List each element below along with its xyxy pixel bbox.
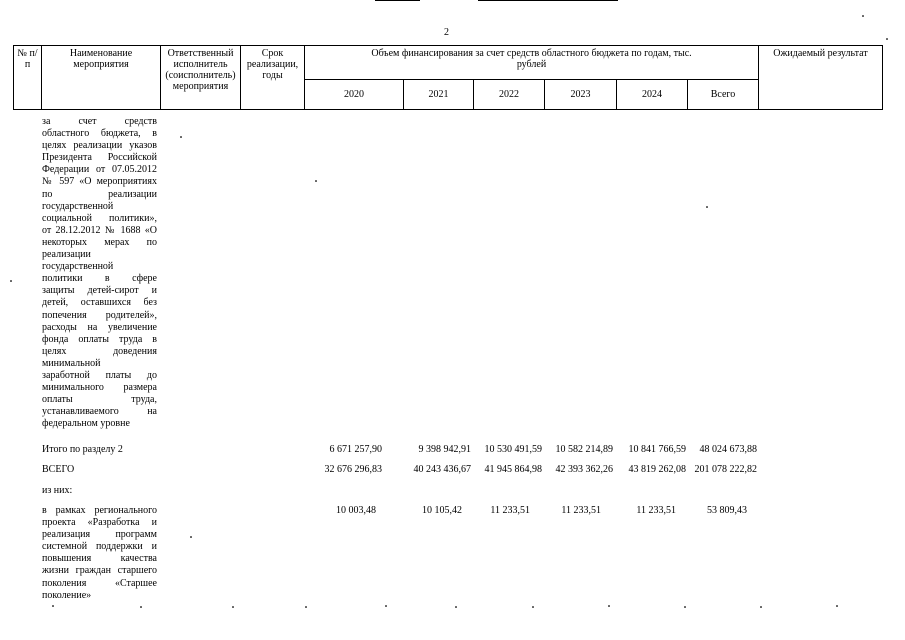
measure-name-line: защиты детей-сирот и	[42, 285, 157, 297]
measure-name-line: федеральном уровне	[42, 418, 130, 430]
of-which-label: из них:	[42, 485, 73, 496]
page-number: 2	[444, 27, 449, 38]
scan-speck	[10, 280, 12, 282]
measure-name-line: заработной платы до	[42, 369, 157, 381]
measure-name-line: Президента Российской	[42, 152, 157, 164]
scan-speck	[140, 606, 142, 608]
header-funding: Объем финансирования за счет средств областного бюджета по годам, тыс. рублей	[305, 46, 759, 80]
measure-name-line: по реализации	[42, 188, 157, 200]
scan-speck	[706, 206, 708, 208]
project-2021: 10 105,42	[422, 505, 462, 516]
measure-name-line: некоторых мерах по	[42, 236, 157, 248]
project-name-line: жизни граждан старшего	[42, 565, 157, 577]
scan-speck	[836, 605, 838, 607]
project-name-line: проекта «Разработка и	[42, 517, 157, 529]
header-year-2023: 2023	[545, 80, 617, 110]
measure-name-line: областного бюджета, в	[42, 128, 157, 140]
project-name	[42, 505, 157, 602]
measure-name-line: от 28.12.2012 № 1688 «О	[42, 224, 157, 236]
grand-total-label: ВСЕГО	[42, 464, 75, 475]
grand-total-2023: 42 393 362,26	[555, 464, 613, 475]
grand-total-2022: 41 945 864,98	[484, 464, 542, 475]
measure-name-line: минимального размера	[42, 382, 157, 394]
measure-name-line: № 597 «О мероприятиях	[42, 176, 157, 188]
header-name: Наименование мероприятия	[42, 46, 161, 110]
project-all: 53 809,43	[707, 505, 747, 516]
measure-name-line: Федерации от 07.05.2012	[42, 164, 157, 176]
measure-name-line: фонда оплаты труда в	[42, 333, 157, 345]
grand-total-2020: 32 676 296,83	[324, 464, 382, 475]
section-total-2023: 10 582 214,89	[555, 444, 613, 455]
measure-name-line: государственной	[42, 261, 114, 273]
grand-total-2021: 40 243 436,67	[413, 464, 471, 475]
scan-speck	[232, 606, 234, 608]
section-total-2020: 6 671 257,90	[329, 444, 382, 455]
measure-name-line: детей, оставшихся без	[42, 297, 157, 309]
scan-speck	[862, 15, 864, 17]
header-year-2022: 2022	[474, 80, 545, 110]
project-name-line: в рамках регионального	[42, 505, 157, 516]
scan-speck	[190, 536, 192, 538]
section-total-2021: 9 398 942,91	[418, 444, 471, 455]
measure-name-line: политики в сфере	[42, 273, 157, 285]
measure-name-line: минимальной	[42, 357, 101, 369]
measure-name	[42, 116, 157, 430]
project-name-line: системной поддержки и	[42, 541, 157, 553]
measure-name-line: социальной политики»,	[42, 212, 157, 224]
header-year-2020: 2020	[305, 80, 404, 110]
header-responsible: Ответственный исполнитель (соисполнитель) мероприятия	[161, 46, 241, 110]
scan-speck	[532, 606, 534, 608]
project-2022: 11 233,51	[490, 505, 530, 516]
grand-total-2024: 43 819 262,08	[628, 464, 686, 475]
table-header	[13, 45, 883, 110]
measure-name-line: целях реализации указов	[42, 140, 157, 152]
top-rule-right	[478, 0, 618, 1]
project-name-line: поколения «Старшее	[42, 577, 157, 589]
top-rule-left	[375, 0, 420, 1]
measure-name-line: целях доведения	[42, 345, 157, 357]
section-total-label: Итого по разделу 2	[42, 444, 123, 455]
scan-speck	[385, 605, 387, 607]
measure-name-line: за счет средств	[42, 116, 157, 127]
project-2023: 11 233,51	[561, 505, 601, 516]
measure-name-line: попечения родителей»,	[42, 309, 157, 321]
header-period: Срок реализации, годы	[241, 46, 305, 110]
section-total-all: 48 024 673,88	[699, 444, 757, 455]
scan-speck	[180, 136, 182, 138]
scan-speck	[608, 605, 610, 607]
measure-name-line: государственной	[42, 200, 114, 212]
measure-name-line: оплаты труда,	[42, 394, 157, 406]
scan-speck	[455, 606, 457, 608]
project-name-line: поколение»	[42, 589, 92, 601]
measure-name-line: расходы на увеличение	[42, 321, 157, 333]
header-year-total: Всего	[688, 80, 759, 110]
header-num: № п/п	[14, 46, 42, 110]
scan-speck	[886, 38, 888, 40]
section-total-2024: 10 841 766,59	[628, 444, 686, 455]
scan-speck	[305, 606, 307, 608]
project-2024: 11 233,51	[636, 505, 676, 516]
scan-speck	[760, 606, 762, 608]
section-total-2022: 10 530 491,59	[484, 444, 542, 455]
project-name-line: реализация программ	[42, 529, 157, 541]
measure-name-line: реализации	[42, 249, 91, 261]
header-result: Ожидаемый результат	[759, 46, 883, 110]
project-2020: 10 003,48	[336, 505, 376, 516]
header-year-2024: 2024	[617, 80, 688, 110]
grand-total-all: 201 078 222,82	[694, 464, 757, 475]
measure-name-line: устанавливаемого на	[42, 406, 157, 418]
scan-speck	[315, 180, 317, 182]
scan-speck	[52, 605, 54, 607]
header-year-2021: 2021	[404, 80, 474, 110]
scan-speck	[684, 606, 686, 608]
project-name-line: повышения качества	[42, 553, 157, 565]
